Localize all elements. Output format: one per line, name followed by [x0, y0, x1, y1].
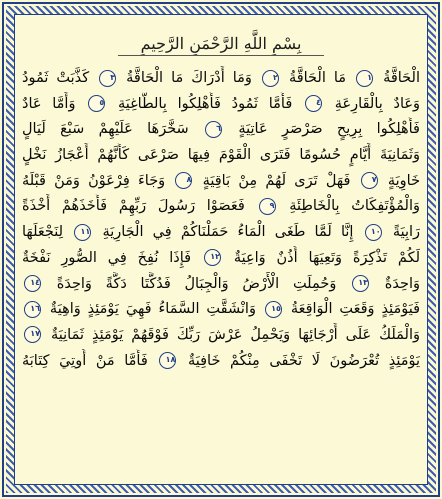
verse-text: وَالْمُؤْتَفِكَاتُ بِالْخَاطِئَةِ	[289, 198, 420, 215]
verse-line	[22, 349, 420, 375]
verse-text: وَاحِدَةٌ	[384, 275, 420, 292]
verse-line	[22, 169, 420, 195]
verse-line	[22, 297, 420, 323]
verse-text: سَخَّرَهَا عَلَيْهِمْ سَبْعَ لَيَالٍ	[22, 121, 189, 138]
verse-text: الْحَاقَّةُ	[383, 70, 420, 86]
verse-text: لَكُمْ تَذْكِرَةً وَتَعِيَهَا أُذُنٌ وَاعِيَةٌ	[233, 249, 420, 266]
verse-text: فَأَمَّا مَنْ أُوتِيَ كِتَابَهُ	[22, 352, 148, 369]
verse-text: وَحُمِلَتِ الْأَرْضُ وَالْجِبَالُ فَدُكَّتَا دَكَّةً وَاحِدَةً	[56, 275, 337, 292]
verse-text: فَيَوْمَئِذٍ وَقَعَتِ الْوَاقِعَةُ	[290, 301, 420, 318]
ayah-number-marker: ٧	[361, 172, 378, 189]
verse-text: وَجَاءَ فِرْعَوْنُ وَمَنْ قَبْلَهُ	[22, 172, 166, 189]
verse-text: إِنَّا لَمَّا طَغَى الْمَاءُ حَمَلْنَاكُمْ فِي الْجَارِيَةِ	[102, 224, 354, 241]
ayah-number-marker: ٣	[99, 70, 116, 87]
verse-text: لِنَجْعَلَهَا	[22, 224, 64, 241]
verse-text: وَعَادٌ بِالْقَارِعَةِ	[334, 95, 420, 112]
ayah-number-marker: ٥	[88, 95, 105, 112]
verse-text: وَمَا أَدْرَاكَ مَا الْحَاقَّةُ	[126, 70, 252, 86]
ayah-number-marker: ١٣	[352, 275, 369, 292]
ayah-number-marker: ١٨	[159, 352, 176, 369]
verse-line	[22, 66, 420, 92]
verse-text: فَأُهْلِكُوا بِرِيحٍ صَرْصَرٍ عَاتِيَةٍ	[238, 121, 420, 138]
verse-text: فَإِذَا نُفِخَ فِي الصُّورِ نَفْخَةٌ	[22, 249, 192, 266]
verse-text: وَانْشَقَّتِ السَّمَاءُ فَهِيَ يَوْمَئِذٍ وَاهِيَةٌ	[49, 301, 256, 318]
ayah-number-marker: ١٢	[204, 249, 221, 266]
verse-line	[22, 117, 420, 143]
verse-text: مَا الْحَاقَّةُ	[288, 70, 347, 86]
verse-line	[22, 272, 420, 298]
verse-line	[22, 194, 420, 220]
ayah-number-marker: ١٤	[24, 275, 41, 292]
ayah-number-marker: ٨	[175, 172, 192, 189]
verse-text: وَأَمَّا عَادٌ	[22, 95, 76, 112]
verse-text: فَأَمَّا ثَمُودُ فَأُهْلِكُوا بِالطَّاغِيَةِ	[117, 95, 293, 112]
verse-text: رَابِيَةً	[392, 224, 420, 241]
verse-text: كَذَّبَتْ ثَمُودُ	[22, 70, 90, 86]
verse-text: فَعَصَوْا رَسُولَ رَبِّهِمْ فَأَخَذَهُمْ أَخْذَةً	[22, 198, 245, 215]
verse-line	[22, 323, 420, 349]
verse-text: يَوْمَئِذٍ تُعْرَضُونَ لَا تَخْفَى مِنْكُمْ خَافِيَةٌ	[187, 352, 420, 369]
ayah-number-marker: ١٦	[24, 301, 41, 318]
ayah-number-marker: ١٧	[24, 326, 41, 343]
ayah-number-marker: ١٠	[365, 224, 382, 241]
verse-line	[22, 92, 420, 118]
basmala-underline	[118, 55, 324, 56]
verses-block	[22, 66, 420, 374]
verse-line	[22, 246, 420, 272]
ayah-number-marker: ١٥	[265, 301, 282, 318]
verse-text: فَهَلْ تَرَى لَهُمْ مِنْ بَاقِيَةٍ	[202, 172, 351, 189]
ayah-number-marker: ١١	[74, 224, 91, 241]
verse-line	[22, 220, 420, 246]
verse-line	[22, 143, 420, 169]
ayah-number-marker: ٦	[205, 121, 222, 138]
ayah-number-marker: ٩	[259, 198, 276, 215]
verse-text: خَاوِيَةٍ	[387, 172, 420, 189]
ayah-number-marker: ١	[356, 70, 373, 87]
ayah-number-marker: ٢	[262, 70, 279, 87]
ayah-number-marker: ٤	[305, 95, 322, 112]
basmala: بِسْمِ اللَّهِ الرَّحْمَنِ الرَّحِيمِ	[140, 34, 302, 53]
verse-text: وَثَمَانِيَةَ أَيَّامٍ حُسُومًا فَتَرَى الْقَوْمَ فِيهَا صَرْعَى كَأَنَّهُمْ أَعْجَازُ نَخْلٍ	[22, 147, 420, 164]
verse-text: وَالْمَلَكُ عَلَى أَرْجَائِهَا وَيَحْمِلُ عَرْشَ رَبِّكَ فَوْقَهُمْ يَوْمَئِذٍ ثَمَانِيَةٌ	[50, 326, 420, 343]
